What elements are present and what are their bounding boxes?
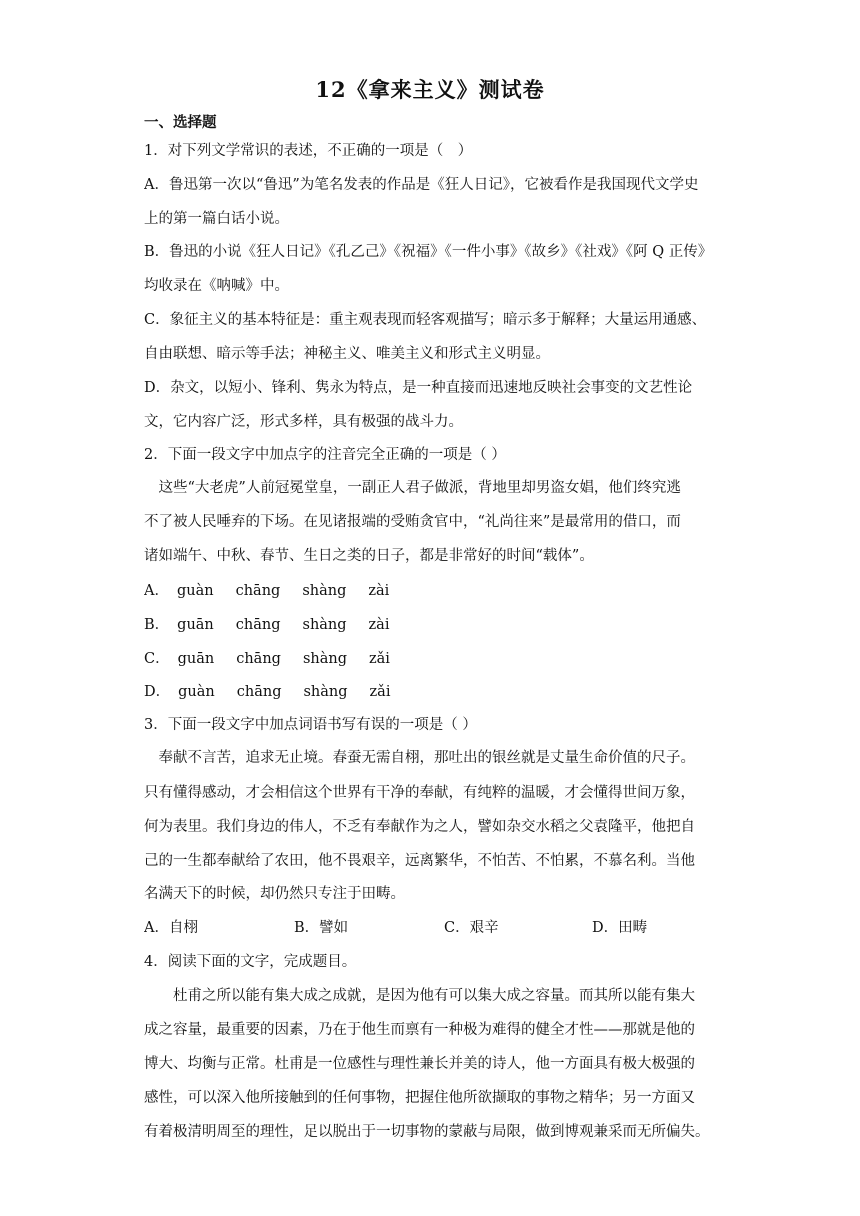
q3-choice-b: B．譬如 [294, 920, 349, 936]
section-heading: 一、选择题 [144, 114, 217, 131]
question-1-stem: 1．对下列文学常识的表述，不正确的一项是（ ） [144, 143, 473, 159]
pinyin: chāng [235, 617, 281, 633]
pinyin: guān [177, 651, 215, 667]
pinyin: shàng [302, 651, 347, 667]
q2-option-c [144, 649, 719, 669]
q3-passage-line5: 名满天下的时候，却仍然只专注于田畴。 [144, 886, 405, 902]
q2-passage-line1: 这些“大老虎”人前冠冕堂皇，一副正人君子做派，背地里却男盗女娼，他们终究逃 [144, 480, 681, 496]
q2-passage-line3: 诸如端午、中秋、春节、生日之类的日子，都是非常好的时间“载体”。 [144, 548, 594, 564]
question-4-stem: 4．阅读下面的文字，完成题目。 [144, 954, 357, 970]
option-label: A． [144, 583, 169, 599]
q3-passage-line1: 奉献不言苦，追求无止境。春蚕无需自栩，那吐出的银丝就是丈量生命价值的尺子。 [144, 750, 695, 766]
question-3-stem: 3．下面一段文字中加点词语书写有误的一项是（ ） [144, 717, 477, 733]
pinyin: zǎi [369, 684, 391, 700]
pinyin: zài [368, 617, 390, 633]
q1-option-a-line2: 上的第一篇白话小说。 [144, 211, 289, 227]
q3-choice-d: D．田畴 [592, 920, 648, 936]
q4-passage-line5: 有着极清明周至的理性，足以脱出于一切事物的蒙蔽与局限，做到博观兼采而无所偏失。 [144, 1124, 710, 1140]
q2-option-a [144, 581, 719, 601]
q4-passage-line3: 博大、均衡与正常。杜甫是一位感性与理性兼长并美的诗人，他一方面具有极大极强的 [144, 1056, 695, 1072]
option-label: B． [144, 617, 170, 633]
option-label: C． [144, 651, 170, 667]
pinyin: guàn [176, 583, 214, 599]
pinyin: zài [368, 583, 390, 599]
q1-option-d-line2: 文，它内容广泛，形式多样，具有极强的战斗力。 [144, 414, 463, 430]
q1-option-d-line1: D．杂文，以短小、锋利、隽永为特点，是一种直接而迅速地反映社会事变的文艺性论 [144, 380, 693, 396]
q3-choice-a: A．自栩 [144, 920, 198, 936]
q2-option-d [144, 682, 719, 702]
q1-option-c-line1: C．象征主义的基本特征是：重主观表现而轻客观描写；暗示多于解释；大量运用通感、 [144, 312, 707, 328]
q1-option-b-line1: B．鲁迅的小说《狂人日记》《孔乙己》《祝福》《一件小事》《故乡》《社戏》《阿 Q 正传》 [144, 244, 713, 260]
q1-option-a-line1: A．鲁迅第一次以“鲁迅”为笔名发表的作品是《狂人日记》，它被看作是我国现代文学史 [144, 177, 699, 193]
pinyin: chāng [236, 684, 282, 700]
pinyin: shàng [302, 583, 347, 599]
q2-passage-line2: 不了被人民唾弃的下场。在见诸报端的受贿贪官中，“礼尚往来”是最常用的借口，而 [144, 514, 681, 530]
q3-passage-line2: 只有懂得感动，才会相信这个世界有干净的奉献，有纯粹的温暖，才会懂得世间万象， [144, 785, 695, 801]
q4-passage-line4: 感性，可以深入他所接触到的任何事物，把握住他所欲撷取的事物之精华；另一方面又 [144, 1090, 695, 1106]
option-label: D． [144, 684, 171, 700]
pinyin: shàng [303, 684, 348, 700]
q3-passage-line3: 何为表里。我们身边的伟人，不乏有奉献作为之人，譬如杂交水稻之父袁隆平，他把自 [144, 819, 695, 835]
q3-choice-c: C．艰辛 [444, 920, 499, 936]
pinyin: shàng [302, 617, 347, 633]
q3-passage-line4: 己的一生都奉献给了农田，他不畏艰辛，远离繁华，不怕苦、不怕累，不慕名利。当他 [144, 853, 695, 869]
pinyin: guān [177, 617, 214, 633]
pinyin: zǎi [369, 651, 390, 667]
pinyin: chāng [236, 651, 281, 667]
q2-option-b [144, 615, 719, 635]
q3-choices [144, 918, 719, 940]
pinyin: guàn [178, 684, 215, 700]
pinyin: chāng [235, 583, 281, 599]
page-title: 12《拿来主义》测试卷 [315, 77, 545, 102]
q1-option-b-line2: 均收录在《呐喊》中。 [144, 278, 289, 294]
q4-passage-line2: 成之容量，最重要的因素，乃在于他生而禀有一种极为难得的健全才性——那就是他的 [144, 1022, 695, 1038]
question-2-stem: 2．下面一段文字中加点字的注音完全正确的一项是（ ） [144, 447, 506, 463]
q4-passage-line1: 杜甫之所以能有集大成之成就，是因为他有可以集大成之容量。而其所以能有集大 [144, 988, 695, 1004]
q1-option-c-line2: 自由联想、暗示等手法；神秘主义、唯美主义和形式主义明显。 [144, 346, 550, 362]
